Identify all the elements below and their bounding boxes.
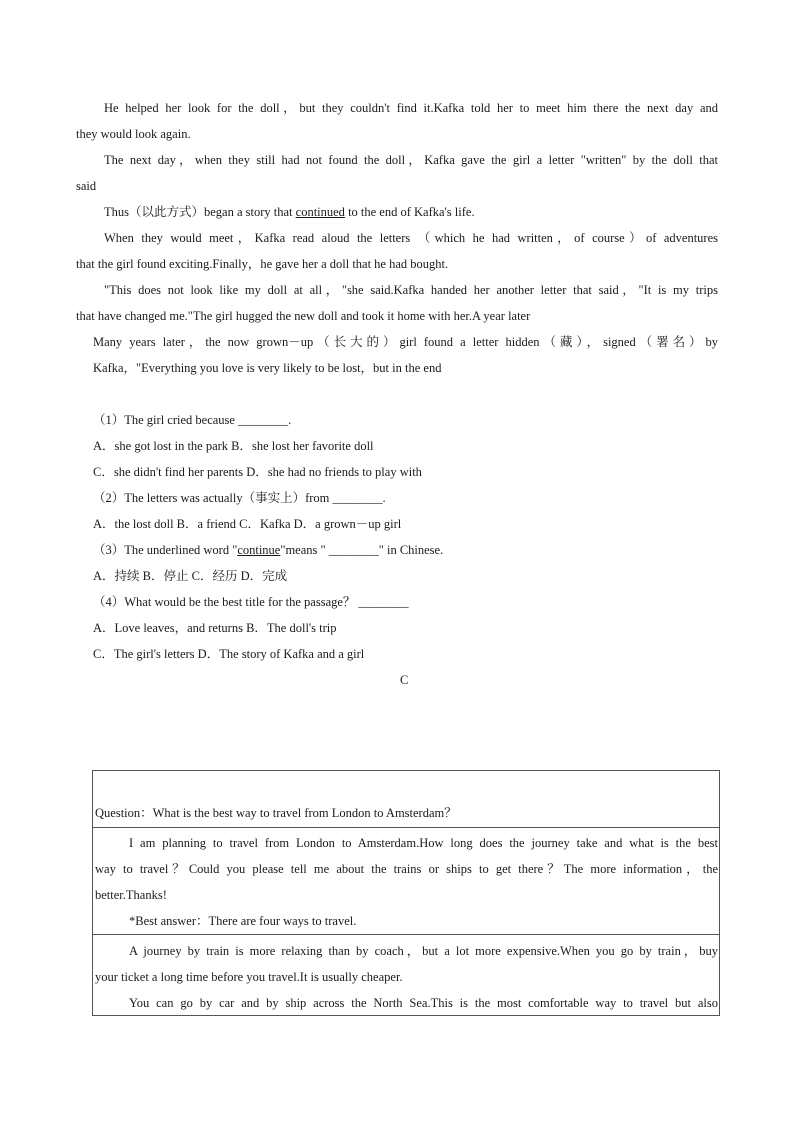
passage-line-3: The next day，when they still had not found the doll，Kafka gave the girl a letter "written" by the doll that: [104, 153, 718, 167]
passage-line-7: that the girl found exciting.Finally，he gave her a doll that he had bought.: [76, 257, 449, 271]
passage-line-2: they would look again.: [76, 127, 191, 141]
passage-line-9: that have changed me."The girl hugged the new doll and took it home with her.A year later: [76, 309, 531, 323]
forum-row-7: You can go by car and by ship across the North Sea.This is the most comfortable way to travel but also: [129, 996, 718, 1010]
forum-question: Question：What is the best way to travel from London to Amsterdam？: [95, 806, 457, 820]
forum-row-1: I am planning to travel from London to Amsterdam.How long does the journey take and what is the best: [129, 836, 718, 850]
question-3-options: A．持续 B．停止 C．经历 D．完成: [93, 569, 288, 583]
section-letter: C: [400, 673, 409, 687]
question-4-options-cd: C．The girl's letters D．The story of Kafka and a girl: [93, 647, 365, 661]
question-4-options-ab: A．Love leaves，and returns B．The doll's trip: [93, 621, 337, 635]
question-3-pre: （3）The underlined word ": [93, 543, 238, 557]
question-1-options-ab: A．she got lost in the park B．she lost her favorite doll: [93, 439, 374, 453]
question-1-options-cd: C．she didn't find her parents D．she had no friends to play with: [93, 465, 422, 479]
passage-line-5-post: to the end of Kafka's life.: [344, 205, 475, 219]
passage-line-5: [104, 204, 475, 220]
underlined-word-continued: continued: [295, 205, 345, 219]
table-divider-1: [93, 827, 719, 828]
question-3-post: "means " ________" in Chinese.: [280, 543, 444, 557]
forum-table: [92, 770, 720, 1016]
table-divider-2: [93, 934, 719, 935]
forum-row-3: better.Thanks!: [95, 888, 167, 902]
passage-line-4: said: [76, 179, 97, 193]
question-4: （4）What would be the best title for the passage？ ________: [93, 595, 409, 609]
forum-row-6: your ticket a long time before you travel.It is usually cheaper.: [95, 970, 403, 984]
passage-line-10: Many years later，the now grown－up（长大的）girl found a letter hidden（藏），signed（署名）by: [93, 335, 718, 349]
passage-line-1: He helped her look for the doll，but they couldn't find it.Kafka told her to meet him there the next day and: [104, 101, 718, 115]
forum-row-5: A journey by train is more relaxing than by coach，but a lot more expensive.When you go by train，buy: [129, 944, 718, 958]
question-2-options: A．the lost doll B．a friend C．Kafka D．a grown－up girl: [93, 517, 402, 531]
question-1: （1）The girl cried because ________.: [93, 413, 292, 427]
forum-row-2: way to travel？Could you please tell me about the trains or ships to get there？The more information，the: [95, 862, 718, 876]
question-3: [93, 542, 443, 558]
underlined-word-continue: continue: [237, 543, 281, 557]
passage-line-11: Kafka，"Everything you love is very likely to be lost，but in the end: [93, 361, 442, 375]
passage-line-5-pre: Thus（以此方式）began a story that: [104, 205, 296, 219]
forum-best-answer: *Best answer：There are four ways to travel.: [129, 914, 357, 928]
passage-line-8: "This does not look like my doll at all，"she said.Kafka handed her another letter that said，"It is my trips: [104, 283, 718, 297]
passage-line-6: When they would meet，Kafka read aloud the letters （which he had written，of course）of adventures: [104, 231, 718, 245]
question-2: （2）The letters was actually（事实上）from ________.: [93, 491, 386, 505]
